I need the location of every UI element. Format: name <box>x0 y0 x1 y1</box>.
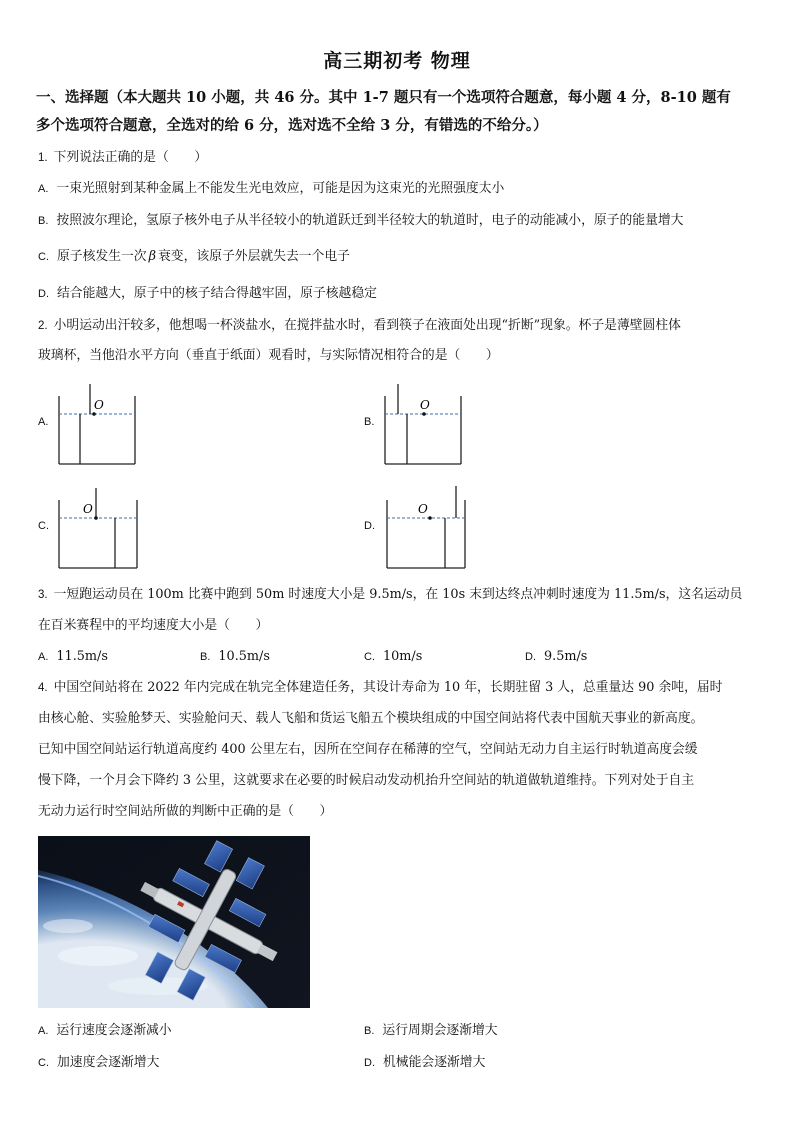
q1-option-d <box>38 284 760 304</box>
beta-symbol: β <box>148 249 156 264</box>
q1-stem-text: 下列说法正确的是（ ） <box>53 150 208 165</box>
q4-stem-text: 中国空间站将在 2022 年内完成在轨完全体建造任务，其设计寿命为 10 年，长期驻留 3 人，总重量达 90 余吨，届时 <box>53 680 723 695</box>
q3-stem-text: 一短跑运动员在 100m 比赛中跑到 50m 时速度大小是 9.5m/s，在 10s 末到达终点冲刺时速度为 11.5m/s，这名运动员 <box>53 587 743 602</box>
q1-number: 1. <box>38 152 48 164</box>
cloud <box>43 919 93 933</box>
q3-option-b <box>200 647 350 667</box>
option-text: 10.5m/s <box>218 649 270 664</box>
q1-option-a <box>38 179 760 199</box>
diagram-a <box>56 382 140 468</box>
option-text: 机械能会逐渐增大 <box>383 1055 486 1070</box>
option-text: 加速度会逐渐增大 <box>57 1055 160 1070</box>
point-o <box>94 516 98 520</box>
cloud <box>58 946 138 966</box>
option-text: 原子核发生一次 <box>57 249 147 264</box>
q4-option-d <box>364 1053 664 1073</box>
q4-option-c <box>38 1053 338 1073</box>
q3-stem-line-2: 在百米赛程中的平均速度大小是（ ） <box>38 618 269 633</box>
option-letter: C. <box>38 1057 49 1069</box>
section-line-2: 多个选项符合题意，全选对的给 6 分，选对选不全给 3 分，有错选的不给分。） <box>36 117 548 134</box>
point-o-label: O <box>418 502 428 516</box>
point-o <box>428 516 432 520</box>
option-letter: B. <box>38 215 49 227</box>
option-text: 按照波尔理论，氢原子核外电子从半径较小的轨道跃迁到半径较大的轨道时，电子的动能减小，原子的能量增大 <box>56 213 684 228</box>
q3-option-a <box>38 647 198 667</box>
q2-stem-text: 小明运动出汗较多，他想喝一杯淡盐水，在搅拌盐水时，看到筷子在液面处出现“折断”现象。杯子是薄壁圆柱体 <box>53 318 681 333</box>
option-text: 一束光照射到某种金属上不能发生光电效应，可能是因为这束光的光照强度太小 <box>56 181 505 196</box>
section-instructions <box>36 84 762 140</box>
q4-option-a <box>38 1021 338 1041</box>
diagram-d-label: D. <box>364 520 375 532</box>
paper-title: 高三期初考 物理 <box>323 50 471 72</box>
option-letter: A. <box>38 651 49 663</box>
q3-stem-line-1 <box>38 585 760 605</box>
q4-stem-line-3: 已知中国空间站运行轨道高度约 400 公里左右，因所在空间存在稀薄的空气，空间站无动力自主运行时轨道高度会缓 <box>38 742 698 757</box>
option-text: 结合能越大，原子中的核子结合得越牢固，原子核越稳定 <box>57 286 377 301</box>
diagram-a-label: A. <box>38 416 49 428</box>
option-letter: D. <box>525 651 536 663</box>
q4-stem-line-2: 由核心舱、实验舱梦天、实验舱问天、载人飞船和货运飞船五个模块组成的中国空间站将代表中国航天事业的新高度。 <box>38 711 704 726</box>
option-letter: B. <box>200 651 211 663</box>
point-o-label: O <box>83 502 93 516</box>
q4-stem-line-5: 无动力运行时空间站所做的判断中正确的是（ ） <box>38 804 333 819</box>
diagram-b-label: B. <box>364 416 375 428</box>
option-text: 10m/s <box>383 649 423 664</box>
diagram-b <box>382 382 466 468</box>
q4-number: 4. <box>38 682 48 694</box>
option-text: 运行速度会逐渐减小 <box>56 1023 172 1038</box>
option-letter: C. <box>364 651 375 663</box>
q3-option-c <box>364 647 514 667</box>
option-letter: C. <box>38 251 49 263</box>
q2-stem-line-2: 玻璃杯，当他沿水平方向（垂直于纸面）观看时，与实际情况相符合的是（ ） <box>38 348 499 363</box>
space-station-photo <box>38 836 310 1008</box>
option-letter: A. <box>38 183 49 195</box>
option-letter: D. <box>364 1057 375 1069</box>
q2-stem-line-1 <box>38 316 760 336</box>
q2-number: 2. <box>38 320 48 332</box>
q3-option-d <box>525 647 675 667</box>
option-text: 11.5m/s <box>56 649 108 664</box>
option-text: 运行周期会逐渐增大 <box>382 1023 498 1038</box>
option-letter: D. <box>38 288 49 300</box>
q1-stem <box>38 148 760 168</box>
option-text: 9.5m/s <box>544 649 588 664</box>
point-o-label: O <box>94 398 104 412</box>
point-o <box>422 412 426 416</box>
point-o <box>92 412 96 416</box>
q1-option-b <box>38 211 760 231</box>
option-text: 衰变，该原子外层就失去一个电子 <box>157 249 350 264</box>
q4-stem-line-4: 慢下降，一个月会下降约 3 公里，这就要求在必要的时候启动发动机抬升空间站的轨道做轨道维持。下列对处于自主 <box>38 773 695 788</box>
diagram-d <box>384 486 470 572</box>
section-line-1: 一、选择题（本大题共 10 小题，共 46 分。其中 1-7 题只有一个选项符合题意，每小题 4 分，8-10 题有 <box>36 89 731 106</box>
q3-number: 3. <box>38 589 48 601</box>
q4-option-b <box>364 1021 664 1041</box>
option-letter: A. <box>38 1025 49 1037</box>
point-o-label: O <box>420 398 430 412</box>
q1-option-c <box>38 247 760 267</box>
q4-stem-line-1 <box>38 678 760 698</box>
diagram-c <box>56 486 142 572</box>
option-letter: B. <box>364 1025 375 1037</box>
diagram-c-label: C. <box>38 520 49 532</box>
